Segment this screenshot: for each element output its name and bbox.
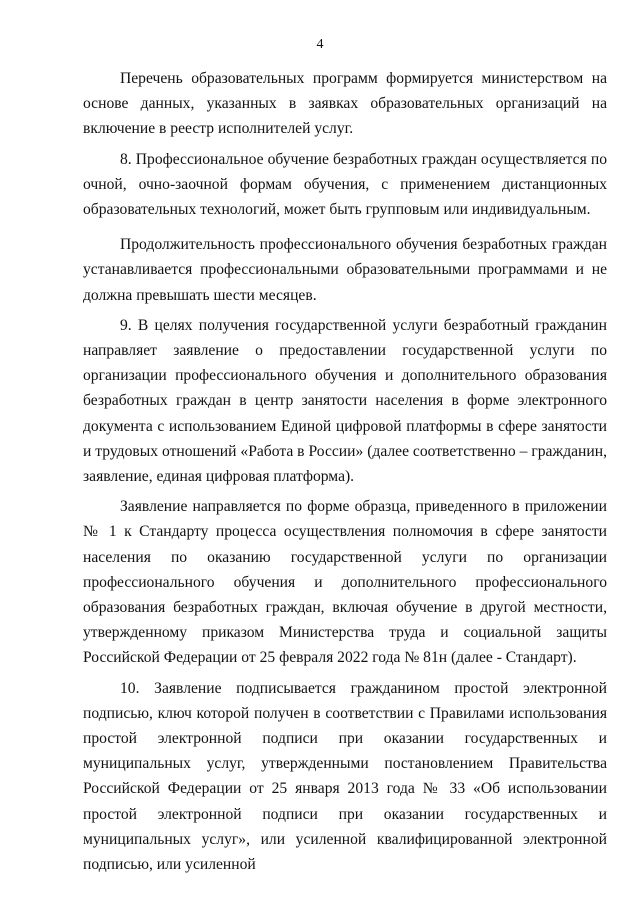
document-body bbox=[83, 66, 607, 877]
paragraph-item-10: 10. Заявление подписывается гражданином простой электронной подписью, ключ которой получен в соответствии с Правилами использования простой электронной подписи при оказании государственных и муниципальных услуг, утвержденными постановлением Правительства Российской Федерации от 25 января 2013 года № 33 «Об использовании простой электронной подписи при оказании государственных и муниципальных услуг», или усиленной квалифицированной электронной подписью, или усиленной bbox=[83, 679, 607, 874]
paragraph-item-8: 8. Профессиональное обучение безработных граждан осуществляется по очной, очно-заочной формам обучения, с применением дистанционных образовательных технологий, может быть групповым или индивидуальным. bbox=[83, 150, 607, 219]
page-number: 4 bbox=[316, 37, 324, 52]
paragraph-item-9: 9. В целях получения государственной услуги безработный гражданин направляет заявление о предоставлении государственной услуги по организации профессионального обучения и дополнительного образования безработных граждан в центр занятости населения в форме электронного документа с использованием Единой цифровой платформы в сфере занятости и трудовых отношений «Работа в России» (далее соответственно – гражданин, заявление, единая цифровая платформа). bbox=[83, 316, 607, 486]
paragraph-application-form: Заявление направляется по форме образца, приведенного в приложении № 1 к Стандарту процесса осуществления полномочия в сфере занятости населения по оказанию государственной услуги по организации профессионального обучения и дополнительного профессионального образования безработных граждан, включая обучение в другой местности, утвержденному приказом Министерства труда и социальной защиты Российской Федерации от 25 февраля 2022 года № 81н (далее - Стандарт). bbox=[83, 498, 607, 667]
paragraph-training-duration: Продолжительность профессионального обучения безработных граждан устанавливается профессиональными образовательными программами и не должна превышать шести месяцев. bbox=[83, 236, 607, 304]
paragraph-program-list: Перечень образовательных программ формируется министерством на основе данных, указанных в заявках образовательных организаций на включение в реестр исполнителей услуг. bbox=[83, 70, 607, 138]
